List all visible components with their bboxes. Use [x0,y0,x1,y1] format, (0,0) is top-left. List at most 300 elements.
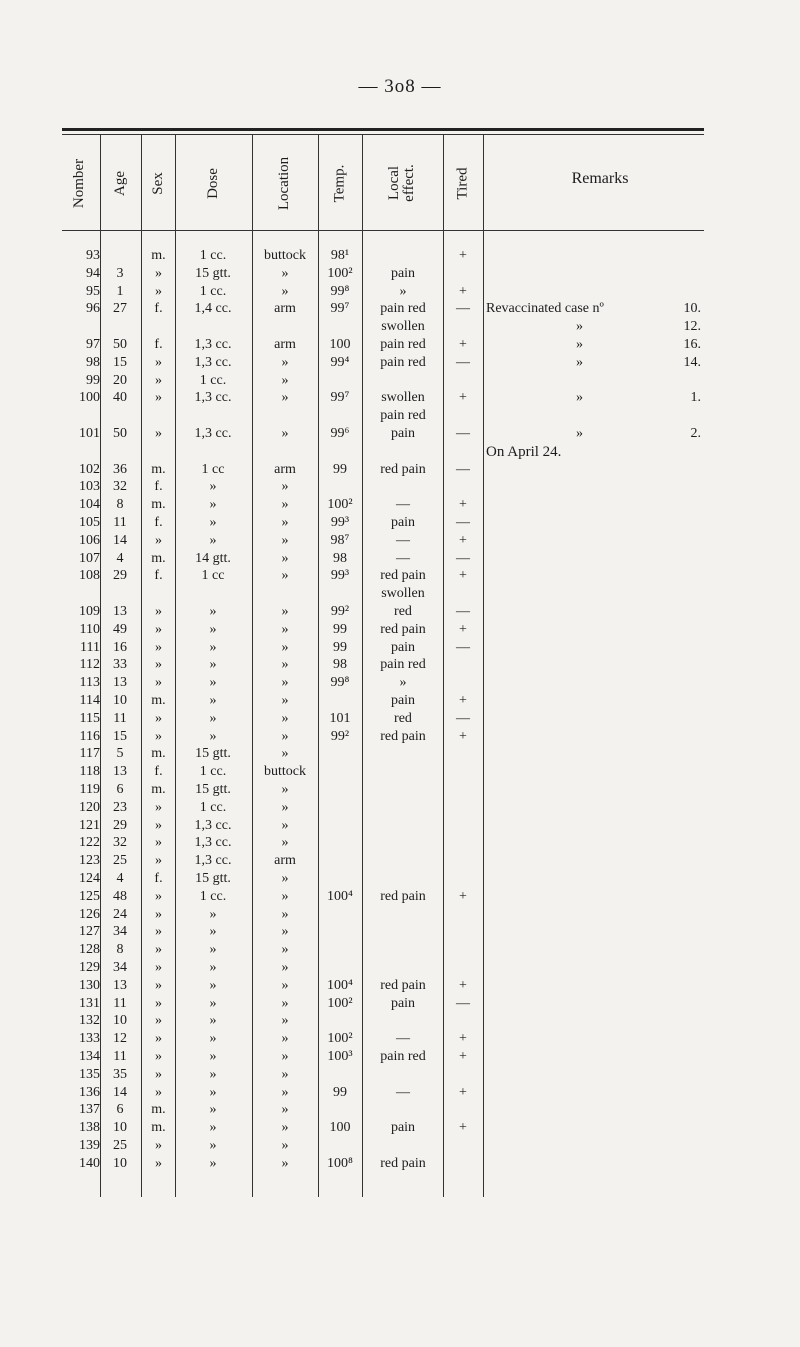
row-sex: » [155,639,162,655]
row-number: 139 [79,1138,100,1153]
row-sex: m. [151,782,166,797]
row-number: 120 [79,799,100,815]
remark-case-number: 16. [683,337,701,352]
row-local-effect: — [396,1084,410,1100]
row-age: 13 [113,977,127,993]
row-dose: 1,3 cc. [194,390,232,406]
row-temp: 100⁴ [327,888,353,904]
row-location: » [281,942,289,958]
row-sex: m. [151,1120,166,1136]
row-local-effect: pain red [380,1049,426,1064]
row-tired: — [456,710,470,726]
remark-case-number: 10. [683,301,701,317]
row-age: 6 [116,1102,124,1118]
row-temp: 100² [327,265,353,281]
row-dose: » [209,621,217,637]
row-local-effect: red pain [380,1155,426,1171]
row-age: 8 [116,942,124,958]
row-sex: m. [151,550,166,566]
row-temp: 99⁷ [330,390,350,406]
row-dose: 1,4 cc. [194,301,232,317]
row-temp: 100³ [327,1049,353,1064]
row-number: 107 [79,550,100,566]
row-sex: » [155,799,162,815]
header-age: Age [111,170,128,196]
row-local-effect: pain [390,639,416,655]
row-dose: » [209,693,217,708]
row-age: 14 [113,1084,127,1100]
row-temp: 98 [333,657,347,673]
row-location: » [281,1120,289,1136]
row-location: » [281,1013,289,1029]
row-dose: 15 gtt. [195,746,231,762]
row-dose: » [209,977,217,993]
row-dose: » [209,1013,217,1029]
row-sex: » [155,532,162,548]
column-divider [483,135,484,1197]
row-location: » [281,675,289,691]
row-local-effect: pain red [380,354,426,370]
row-age: 20 [113,372,127,388]
row-number: 106 [79,532,100,548]
row-tired: + [459,621,467,637]
row-local-effect: — [396,497,410,513]
row-local-effect: red pain [380,461,426,477]
row-dose: 1 cc [201,568,225,584]
row-number: 135 [79,1066,100,1082]
row-location: » [281,426,289,441]
row-location: » [281,657,289,673]
row-sex: m. [151,461,166,477]
row-dose: 1 cc. [199,283,227,299]
row-tired: — [456,426,470,441]
header-location: Location [276,156,293,210]
row-sex: » [155,1084,162,1100]
row-number: 95 [86,283,100,299]
row-tired: — [456,354,470,370]
row-sex: » [155,675,162,691]
row-number: 94 [86,265,100,281]
row-location: » [281,871,289,886]
row-age: 5 [116,746,124,762]
row-location: » [281,515,289,530]
row-dose: » [209,995,217,1011]
row-tired: + [459,1031,467,1047]
row-sex: » [155,283,162,299]
row-tired: — [456,995,470,1011]
row-tired: + [459,283,467,299]
row-number: 98 [86,354,100,370]
row-tired: + [459,1049,467,1064]
row-number: 131 [79,995,100,1011]
row-number: 138 [79,1120,100,1136]
row-sex: » [155,1066,162,1082]
row-location: buttock [264,764,306,780]
row-location: » [281,693,289,708]
row-temp: 101 [329,710,351,726]
row-sex: » [155,924,162,940]
row-age: 32 [113,835,127,851]
row-temp: 98¹ [330,248,350,263]
row-age: 4 [116,871,124,886]
row-temp: 100² [327,497,353,513]
row-age: 3 [116,265,124,281]
row-dose: » [209,710,217,726]
row-number: 132 [79,1013,100,1029]
row-number: 102 [79,461,100,477]
row-sex: f. [154,871,163,886]
row-age: 27 [113,301,127,317]
row-location: » [281,497,289,513]
row-temp: 99³ [330,568,350,584]
row-dose: 1 cc [201,461,225,477]
row-dose: » [209,675,217,691]
row-age: 10 [113,693,127,708]
row-number: 124 [79,871,100,886]
row-location: » [281,1049,289,1064]
row-age: 29 [113,568,127,584]
row-sex: » [155,942,162,958]
row-location: » [281,568,289,584]
row-dose: 15 gtt. [195,265,231,281]
row-temp: 99² [330,604,350,619]
row-sex: » [155,354,162,370]
row-dose: » [209,906,217,922]
row-tired: + [459,977,467,993]
row-age: 49 [113,621,127,637]
header-number: Nomber [71,158,88,208]
row-dose: » [209,497,217,513]
row-location: » [281,265,289,281]
row-local-effect: red pain [380,568,426,584]
row-location: » [281,906,289,922]
row-age: 10 [113,1120,127,1136]
row-age: 11 [113,995,127,1011]
row-age: 25 [113,853,127,869]
row-number: 105 [79,515,100,530]
remark-case-number: 1. [690,390,701,406]
header-local-effect: Local effect. [386,164,417,202]
row-age: 10 [113,1013,127,1029]
row-number: 121 [79,817,100,833]
row-dose: 15 gtt. [195,871,231,886]
row-age: 34 [113,924,127,940]
row-number: 128 [79,942,100,958]
row-dose: » [209,1066,217,1082]
row-local-effect: red pain [380,977,426,993]
row-location: » [281,995,289,1011]
row-dose: 1 cc. [199,799,227,815]
row-number: 140 [79,1155,100,1171]
remark-text: Revaccinated case nº [486,301,604,317]
row-local-effect: — [396,532,410,548]
remark-row [486,426,701,442]
row-sex: » [155,1138,162,1153]
row-sex: f. [154,479,163,495]
row-age: 23 [113,799,127,815]
remark-row [486,390,701,406]
row-number: 96 [86,301,100,317]
row-temp: 98 [333,550,347,566]
row-number: 111 [80,639,100,655]
row-location: » [281,532,289,548]
row-tired: — [456,301,470,317]
remark-text: » [576,390,583,406]
row-sex: m. [151,693,166,708]
row-number: 122 [79,835,100,851]
row-age: 34 [113,960,127,975]
row-location: » [281,977,289,993]
row-number: 118 [79,764,100,780]
row-number: 115 [79,710,100,726]
row-age: 10 [113,1155,127,1171]
row-tired: — [456,461,470,477]
row-local-effect: swollen [381,390,425,406]
row-age: 48 [113,888,127,904]
row-number: 129 [79,960,100,975]
row-age: 11 [113,1049,127,1064]
row-dose: 1 cc. [199,372,227,388]
row-location: buttock [264,248,306,263]
row-sex: m. [151,497,166,513]
row-dose: » [209,1120,217,1136]
row-age: 24 [113,906,127,922]
row-age: 50 [113,337,127,352]
row-dose: » [209,604,217,619]
row-temp: 100 [329,337,351,352]
row-location: » [281,604,289,619]
row-temp: 100² [327,995,353,1011]
row-age: 1 [116,283,124,299]
row-number: 97 [86,337,100,352]
row-location: » [281,835,289,851]
row-number: 117 [79,746,100,762]
row-tired: + [459,728,467,744]
row-dose: 1 cc. [199,764,227,780]
row-temp: 99² [330,728,350,744]
row-sex: f. [154,301,163,317]
remark-row [486,355,701,371]
row-temp: 99 [333,461,347,477]
header-remarks: Remarks [571,170,629,187]
row-dose: » [209,1138,217,1153]
row-dose: » [209,1049,217,1064]
row-local-effect: pain red [380,337,426,352]
row-location: arm [274,301,296,317]
row-sex: » [155,977,162,993]
row-location: » [281,390,289,406]
row-location: » [281,960,289,975]
row-dose: 1,3 cc. [194,426,232,441]
row-tired: + [459,532,467,548]
row-sex: » [155,604,162,619]
row-sex: f. [154,515,163,530]
remark-text: » [576,319,583,335]
row-temp: 100 [329,1120,351,1136]
row-number: 126 [79,906,100,922]
row-age: 29 [113,817,127,833]
row-dose: 1,3 cc. [194,853,232,869]
row-number: 123 [79,853,100,869]
page-number: — 3o8 — [358,76,442,97]
row-temp: 99⁴ [330,354,350,370]
row-number: 112 [79,657,100,673]
row-number: 100 [79,390,100,406]
row-sex: » [155,817,162,833]
header-rule [62,230,704,231]
row-age: 15 [113,728,127,744]
row-dose: » [209,479,217,495]
remark-row [486,337,701,353]
row-local-effect: pain red [380,408,426,424]
row-age: 50 [113,426,127,441]
remark-text: » [576,426,583,441]
row-temp: 100⁴ [327,977,353,993]
row-sex: » [155,906,162,922]
row-dose: 1,3 cc. [194,835,232,851]
row-age: 25 [113,1138,127,1153]
row-age: 12 [113,1031,127,1047]
row-location: » [281,354,289,370]
row-dose: » [209,1031,217,1047]
row-number: 134 [79,1049,100,1064]
remark-text: » [576,354,583,370]
row-location: » [281,710,289,726]
row-sex: m. [151,1102,166,1118]
row-local-effect: pain [390,1120,416,1136]
row-temp: 100² [327,1031,353,1047]
row-location: » [281,550,289,566]
row-location: » [281,1155,289,1171]
row-age: 13 [113,675,127,691]
row-sex: » [155,657,162,673]
row-temp: 99⁸ [330,675,350,691]
row-location: » [281,621,289,637]
row-tired: + [459,693,467,708]
row-number: 93 [86,248,100,263]
row-age: 40 [113,390,127,406]
row-tired: + [459,497,467,513]
row-local-effect: pain red [380,657,426,673]
row-sex: » [155,1155,162,1171]
row-local-effect: » [399,283,407,299]
row-location: » [281,817,289,833]
row-age: 32 [113,479,127,495]
row-tired: — [456,639,470,655]
row-age: 15 [113,354,127,370]
row-location: arm [274,337,296,352]
row-local-effect: red pain [380,621,426,637]
row-local-effect: » [399,675,407,691]
row-dose: » [209,515,217,530]
remark-case-number: 14. [683,354,701,370]
row-age: 35 [113,1066,127,1082]
row-number: 99 [86,372,100,388]
row-sex: m. [151,248,166,263]
row-temp: 99⁷ [330,301,350,317]
row-sex: » [155,1013,162,1029]
row-number: 103 [79,479,100,495]
row-number: 119 [79,782,100,797]
row-temp: 99 [333,639,347,655]
row-number: 116 [79,728,100,744]
row-tired: + [459,1084,467,1100]
row-location: » [281,372,289,388]
row-local-effect: pain [390,265,416,281]
row-dose: 1,3 cc. [194,337,232,352]
row-age: 13 [113,764,127,780]
row-tired: — [456,604,470,619]
row-local-effect: red [394,604,412,619]
row-age: 4 [116,550,124,566]
row-sex: » [155,390,162,406]
row-temp: 100⁸ [327,1155,353,1171]
remark-text: » [576,337,583,352]
top-rule-thin [62,134,704,135]
row-dose: » [209,639,217,655]
row-location: » [281,283,289,299]
row-location: » [281,728,289,744]
row-location: » [281,782,289,797]
row-tired: + [459,888,467,904]
row-sex: » [155,1049,162,1064]
row-local-effect: pain red [380,301,426,317]
row-location: » [281,1031,289,1047]
row-dose: » [209,1102,217,1118]
row-location: » [281,1066,289,1082]
row-sex: m. [151,746,166,762]
row-dose: 1,3 cc. [194,817,232,833]
row-local-effect: red [394,710,412,726]
row-age: 6 [116,782,124,797]
remark-case-number: 2. [690,426,701,441]
row-age: 13 [113,604,127,619]
header-temp: Temp. [331,164,348,202]
row-location: arm [274,461,296,477]
row-local-effect: swollen [381,586,425,602]
row-sex: » [155,1031,162,1047]
row-age: 8 [116,497,124,513]
row-sex: » [155,265,162,281]
row-number: 125 [79,888,100,904]
row-age: 16 [113,639,127,655]
row-local-effect: pain [390,426,416,441]
row-sex: f. [154,764,163,780]
row-temp: 99 [333,621,347,637]
row-dose: 1,3 cc. [194,354,232,370]
row-local-effect: swollen [381,319,425,335]
row-tired: — [456,550,470,566]
row-dose: » [209,728,217,744]
row-number: 137 [79,1102,100,1118]
row-local-effect: — [396,550,410,566]
row-temp: 99⁸ [330,283,350,299]
remark-row [486,319,701,335]
row-dose: » [209,924,217,940]
row-age: 11 [113,710,127,726]
row-number: 136 [79,1084,100,1100]
row-tired: + [459,248,467,263]
row-location: » [281,1138,289,1153]
row-temp: 98⁷ [330,532,350,548]
remark-row [486,301,701,317]
row-number: 113 [79,675,100,691]
row-number: 133 [79,1031,100,1047]
row-local-effect: — [396,1031,410,1047]
row-number: 110 [79,621,100,637]
row-local-effect: pain [390,515,416,530]
row-location: » [281,479,289,495]
